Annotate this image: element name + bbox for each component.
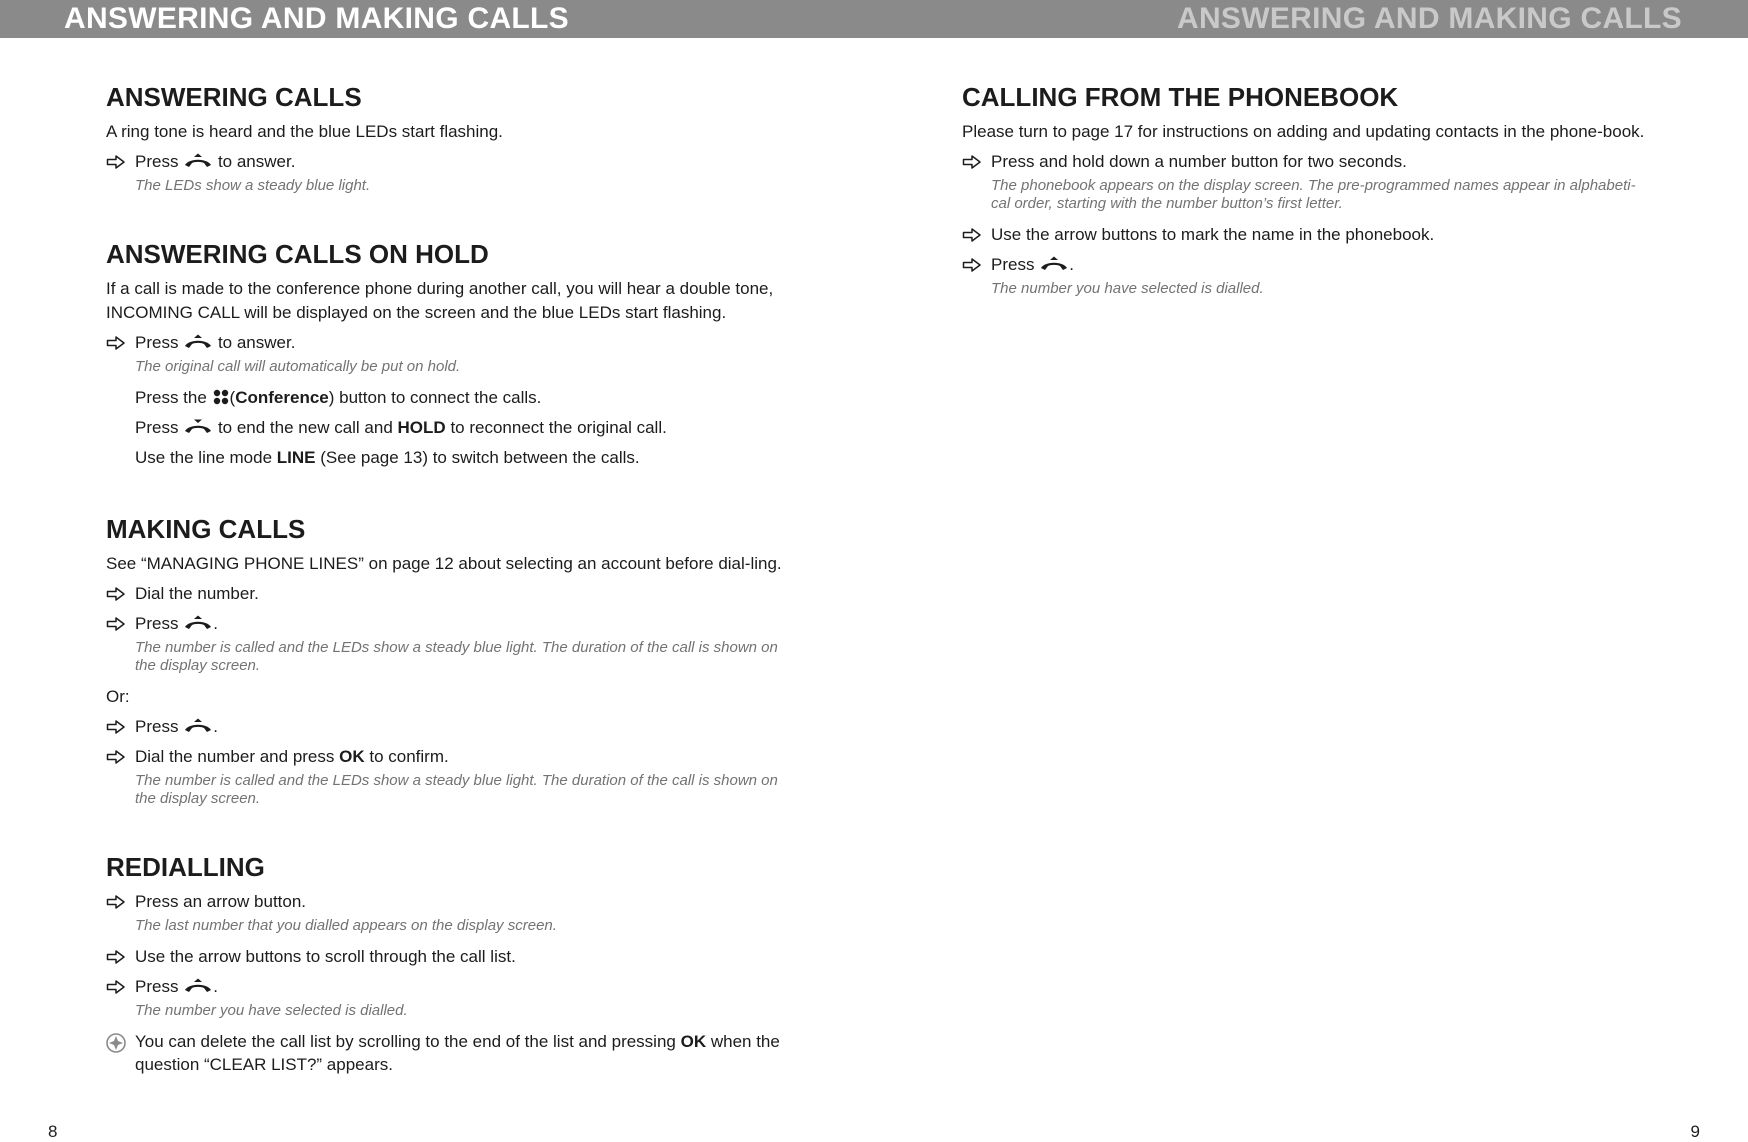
step-text: . [213, 717, 218, 736]
step-text: . [213, 977, 218, 996]
step-text: . [213, 614, 218, 633]
step-item [962, 150, 1652, 174]
step-text: Use the line mode [135, 448, 273, 467]
step-text: Press the [135, 388, 207, 407]
step-text: to answer. [217, 152, 296, 171]
phone-answer-icon [183, 153, 213, 169]
step-arrow-icon [962, 154, 982, 170]
step-text: Press [135, 333, 179, 352]
step-arrow-icon [106, 979, 126, 995]
conference-label: Conference [235, 388, 329, 407]
header-title-right: ANSWERING AND MAKING CALLS [1177, 2, 1682, 35]
tip-box [106, 1030, 796, 1076]
step-item [106, 150, 796, 174]
phone-answer-icon [183, 334, 213, 350]
header-title-left: ANSWERING AND MAKING CALLS [64, 2, 569, 35]
step-arrow-icon [962, 227, 982, 243]
step-arrow-icon [106, 335, 126, 351]
step-item [962, 253, 1652, 277]
step-note: The LEDs show a steady blue light. [135, 177, 371, 194]
step-item [106, 890, 796, 914]
page-number-left: 8 [48, 1122, 58, 1141]
instruction-line [106, 416, 796, 440]
ok-label: OK [339, 747, 365, 766]
step-arrow-icon [106, 894, 126, 910]
step-text: ( [229, 388, 236, 407]
step-item [106, 975, 796, 999]
section-title: ANSWERING CALLS [106, 82, 362, 112]
step-note: The number you have selected is dialled. [991, 280, 1264, 297]
step-item [106, 612, 796, 636]
section-title: CALLING FROM THE PHONEBOOK [962, 82, 1399, 112]
section-title: MAKING CALLS [106, 514, 306, 544]
step-item [106, 745, 796, 769]
step-item [106, 331, 796, 355]
step-text: (See page 13) to switch between the calls. [320, 448, 640, 467]
step-arrow-icon [106, 719, 126, 735]
phone-answer-icon [183, 615, 213, 631]
step-text: Use the arrow buttons to scroll through the call list. [135, 947, 516, 966]
page-number-right: 9 [1690, 1122, 1700, 1141]
step-text: Press and hold down a number button for two seconds. [991, 152, 1407, 171]
step-item [962, 223, 1652, 247]
section-redialling [106, 850, 796, 1076]
step-text: Use the arrow buttons to mark the name in the phonebook. [991, 225, 1435, 244]
phone-answer-icon [1039, 256, 1069, 272]
header-bar [0, 0, 1748, 38]
section-intro: If a call is made to the conference phone during another call, you will hear a double tone, INCOMING CALL will be displayed on the screen and the blue LEDs start flashing. [106, 279, 774, 322]
step-arrow-icon [962, 257, 982, 273]
section-making-calls [106, 512, 796, 808]
step-item [106, 582, 796, 606]
step-text: ) button to connect the calls. [328, 388, 542, 407]
section-title: REDIALLING [106, 852, 265, 882]
step-text: Press an arrow button. [135, 892, 307, 911]
step-text: Press [135, 717, 179, 736]
step-note: The original call will automatically be put on hold. [135, 358, 461, 375]
section-title: ANSWERING CALLS ON HOLD [106, 239, 489, 269]
conference-icon [212, 388, 230, 406]
phone-hangup-icon [183, 419, 213, 435]
step-text: Press [135, 977, 179, 996]
step-item [106, 945, 796, 969]
step-note: The number you have selected is dialled. [135, 1002, 408, 1019]
step-arrow-icon [106, 586, 126, 602]
or-label: Or: [106, 687, 130, 706]
step-arrow-icon [106, 949, 126, 965]
step-text: Dial the number. [135, 584, 259, 603]
step-arrow-icon [106, 154, 126, 170]
line-mode-label: LINE [276, 448, 316, 467]
step-note: The last number that you dialled appears on the display screen. [135, 917, 557, 934]
section-intro: See “MANAGING PHONE LINES” on page 12 about selecting an account before dial-ling. [106, 554, 782, 573]
step-text: Press [991, 255, 1035, 274]
step-text: Press [135, 614, 179, 633]
phone-answer-icon [183, 978, 213, 994]
instruction-line [106, 386, 796, 410]
info-tip-icon [106, 1033, 126, 1053]
step-text: Press [135, 152, 179, 171]
step-text: Dial the number and press [135, 747, 335, 766]
step-note: The number is called and the LEDs show a steady blue light. The duration of the call is shown on the display screen. [135, 639, 778, 674]
step-note: The phonebook appears on the display screen. The pre-programmed names appear in alphabeti-cal order, starting with the number button’s first letter. [991, 177, 1636, 212]
section-answering-calls [106, 80, 796, 195]
step-text: to answer. [217, 333, 296, 352]
section-intro: A ring tone is heard and the blue LEDs start flashing. [106, 122, 503, 141]
left-page-column [106, 80, 796, 1118]
step-text: to confirm. [369, 747, 449, 766]
step-text: to end the new call and [217, 418, 393, 437]
right-page-column [962, 80, 1652, 340]
section-intro: Please turn to page 17 for instructions on adding and updating contacts in the phone-book. [962, 122, 1645, 141]
step-note: The number is called and the LEDs show a steady blue light. The duration of the call is shown on the display screen. [135, 772, 778, 807]
step-item [106, 715, 796, 739]
step-arrow-icon [106, 616, 126, 632]
ok-label: OK [680, 1032, 707, 1051]
phone-answer-icon [183, 718, 213, 734]
step-text: . [1069, 255, 1074, 274]
step-text: Press [135, 418, 179, 437]
instruction-line [106, 446, 796, 470]
step-text: to reconnect the original call. [450, 418, 667, 437]
step-arrow-icon [106, 749, 126, 765]
section-answering-calls-on-hold [106, 237, 796, 470]
hold-label: HOLD [397, 418, 446, 437]
tip-text: when the question “CLEAR LIST?” appears. [135, 1032, 780, 1074]
tip-text: You can delete the call list by scrolling to the end of the list and pressing [135, 1032, 676, 1051]
section-calling-from-phonebook [962, 80, 1652, 298]
